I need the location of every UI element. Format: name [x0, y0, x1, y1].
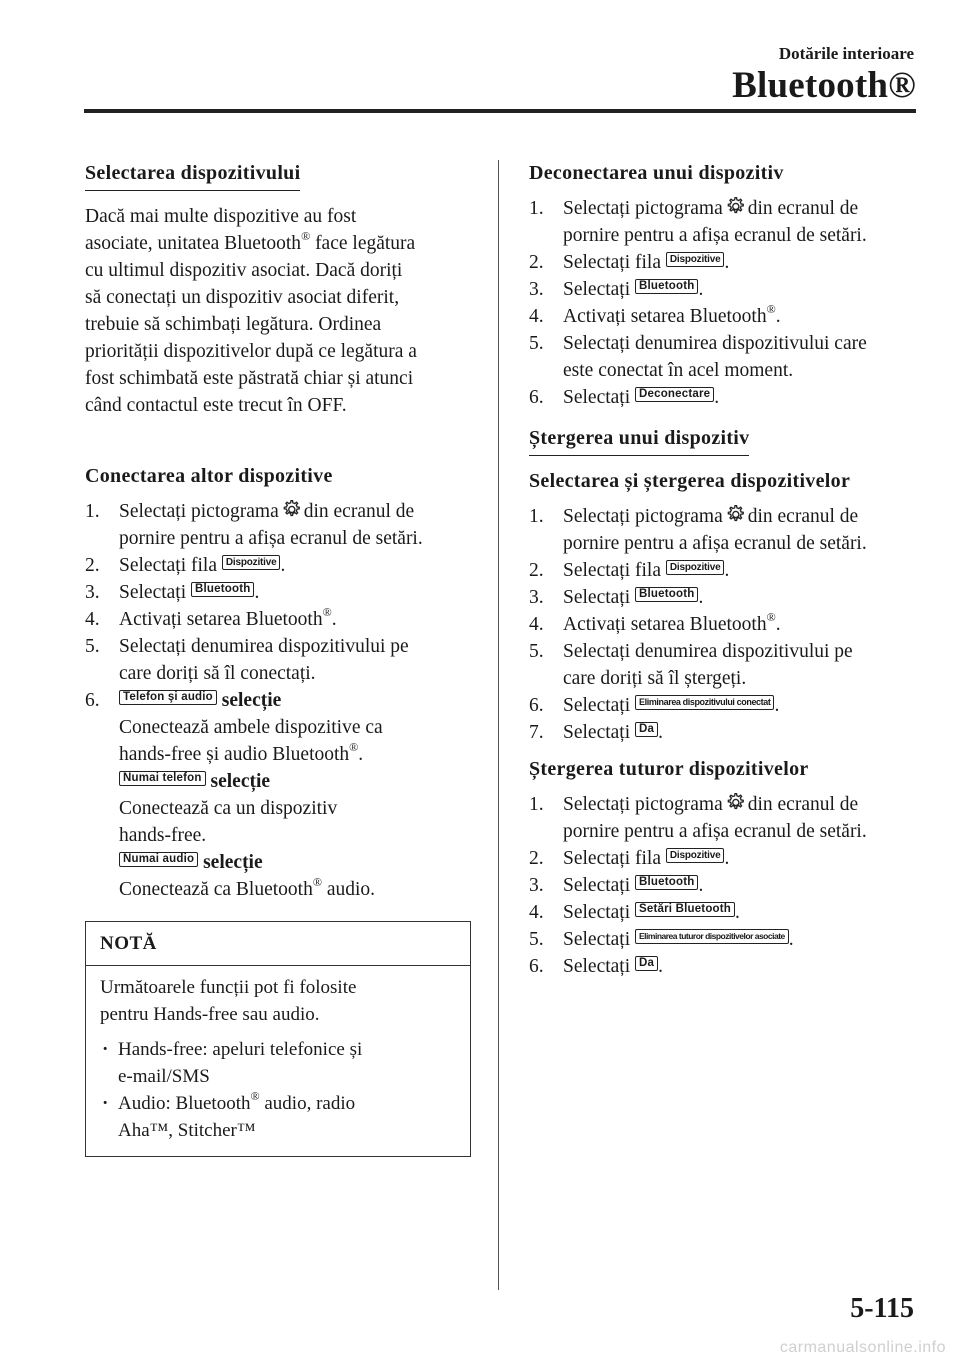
deconectare-button: Deconectare — [635, 387, 714, 402]
list-item: 3. Selectați Bluetooth . — [85, 582, 260, 603]
settings-icon — [725, 504, 746, 525]
left-column — [85, 160, 475, 1157]
numai-telefon-button: Numai telefon — [119, 771, 206, 786]
list-item: 5. Selectați denumirea dispozitivului pe care doriți să îl conectați. — [85, 636, 409, 684]
list-item: 6. Selectați Da . — [529, 956, 663, 977]
list-item: 1. Selectați pictograma din ecranul de pornire pentru a afișa ecranul de setări. — [85, 501, 423, 549]
column-divider — [498, 160, 499, 1290]
list-item: 4. Selectați Setări Bluetooth . — [529, 902, 740, 923]
dispozitive-button: Dispozitive — [222, 555, 281, 570]
note-title: NOTĂ — [86, 922, 470, 966]
connect-steps — [85, 498, 475, 714]
list-item: 3. Selectați Bluetooth . — [529, 875, 704, 896]
list-item: 6. Selectați Eliminarea dispozitivului conectat . — [529, 695, 780, 716]
subheading: Ștergerea tuturor dispozitivelor — [529, 758, 809, 780]
intro-paragraph: Dacă mai multe dispozitive au fost asociate, unitatea Bluetooth® face legătura cu ultimul dispozitiv asociat. Dacă doriți să conectați un dispozitiv asociat diferit, trebuie să schimbați legătura. Ordinea priorității dispozitivelor după ce legătura a fost schimbată este păstrată chiar și atunci când contactul este trecut în OFF. — [85, 206, 417, 416]
bluetooth-button: Bluetooth — [635, 875, 698, 890]
disconnect-steps — [529, 195, 919, 411]
list-item: 5. Selectați denumirea dispozitivului pe care doriți să îl ștergeți. — [529, 641, 853, 689]
subheading: Selectarea și ștergerea dispozitivelor — [529, 470, 851, 492]
eliminarea-tuturor-dispozitivelor-button: Eliminarea tuturor dispozitivelor asociate — [635, 929, 789, 944]
list-item: 4. Activați setarea Bluetooth®. — [529, 609, 781, 635]
list-item: 5. Selectați denumirea dispozitivului care este conectat în acel moment. — [529, 333, 867, 381]
settings-icon — [725, 792, 746, 813]
dispozitive-button: Dispozitive — [666, 252, 725, 267]
list-item: 1. Selectați pictograma din ecranul de pornire pentru a afișa ecranul de setări. — [529, 506, 867, 554]
list-item: 1. Selectați pictograma din ecranul de pornire pentru a afișa ecranul de setări. — [529, 198, 867, 246]
da-button: Da — [635, 956, 658, 971]
list-item: 6. Selectați Deconectare . — [529, 387, 720, 408]
numai-audio-button: Numai audio — [119, 852, 198, 867]
list-item: 1. Selectați pictograma din ecranul de pornire pentru a afișa ecranul de setări. — [529, 794, 867, 842]
telefon-si-audio-button: Telefon şi audio — [119, 690, 217, 705]
list-item: · Hands-free: apeluri telefonice și e-mail/SMS — [100, 1036, 456, 1090]
dispozitive-button: Dispozitive — [666, 560, 725, 575]
note-body: Următoarele funcții pot fi folosite pentru Hands-free sau audio. · Hands-free: apeluri telefonice și e-mail/SMS · Audio: Bluetooth® audio, radio Aha™, Stitcher™ — [86, 966, 470, 1156]
watermark: carmanualsonline.info — [779, 1339, 946, 1356]
da-button: Da — [635, 722, 658, 737]
dispozitive-button: Dispozitive — [666, 848, 725, 863]
section-heading: Ștergerea unui dispozitiv — [529, 425, 749, 456]
list-item: 4. Activați setarea Bluetooth®. — [85, 604, 337, 630]
bluetooth-button: Bluetooth — [635, 279, 698, 294]
list-item: · Audio: Bluetooth® audio, radio Aha™, Stitcher™ — [100, 1090, 456, 1144]
bluetooth-button: Bluetooth — [635, 587, 698, 602]
list-item: 4. Activați setarea Bluetooth®. — [529, 301, 781, 327]
list-item: 5. Selectați Eliminarea tuturor dispozitivelor asociate . — [529, 929, 794, 950]
delete-steps — [529, 503, 919, 746]
settings-icon — [281, 499, 302, 520]
list-item: 3. Selectați Bluetooth . — [529, 279, 704, 300]
list-item: 7. Selectați Da . — [529, 722, 663, 743]
list-item: 6. Telefon şi audio selecție — [85, 690, 282, 711]
eliminarea-dispozitivului-conectat-button: Eliminarea dispozitivului conectat — [635, 695, 774, 710]
delete-all-steps — [529, 791, 919, 980]
bluetooth-button: Bluetooth — [191, 582, 254, 597]
settings-icon — [725, 196, 746, 217]
header-title: Bluetooth® — [732, 65, 916, 106]
note-box — [85, 921, 471, 1157]
header-section: Dotările interioare — [778, 44, 914, 63]
subheading: Conectarea altor dispozitive — [85, 465, 333, 487]
header-rule — [84, 109, 916, 113]
option-descriptions: Conectează ambele dispozitive ca hands-free și audio Bluetooth®. Numai telefon selecție Conectează ca un dispozitiv hands-free. Numai audio selecție Conectează ca Bluetooth® audio. — [119, 717, 383, 900]
subheading: Deconectarea unui dispozitiv — [529, 162, 784, 184]
list-item: 2. Selectați fila Dispozitive . — [85, 555, 286, 576]
setari-bluetooth-button: Setări Bluetooth — [635, 902, 735, 917]
right-column — [529, 160, 919, 980]
list-item: 2. Selectați fila Dispozitive . — [529, 848, 730, 869]
list-item: 2. Selectați fila Dispozitive . — [529, 560, 730, 581]
page-number: 5-115 — [850, 1293, 914, 1324]
list-item: 3. Selectați Bluetooth . — [529, 587, 704, 608]
section-heading: Selectarea dispozitivului — [85, 160, 300, 191]
list-item: 2. Selectați fila Dispozitive . — [529, 252, 730, 273]
